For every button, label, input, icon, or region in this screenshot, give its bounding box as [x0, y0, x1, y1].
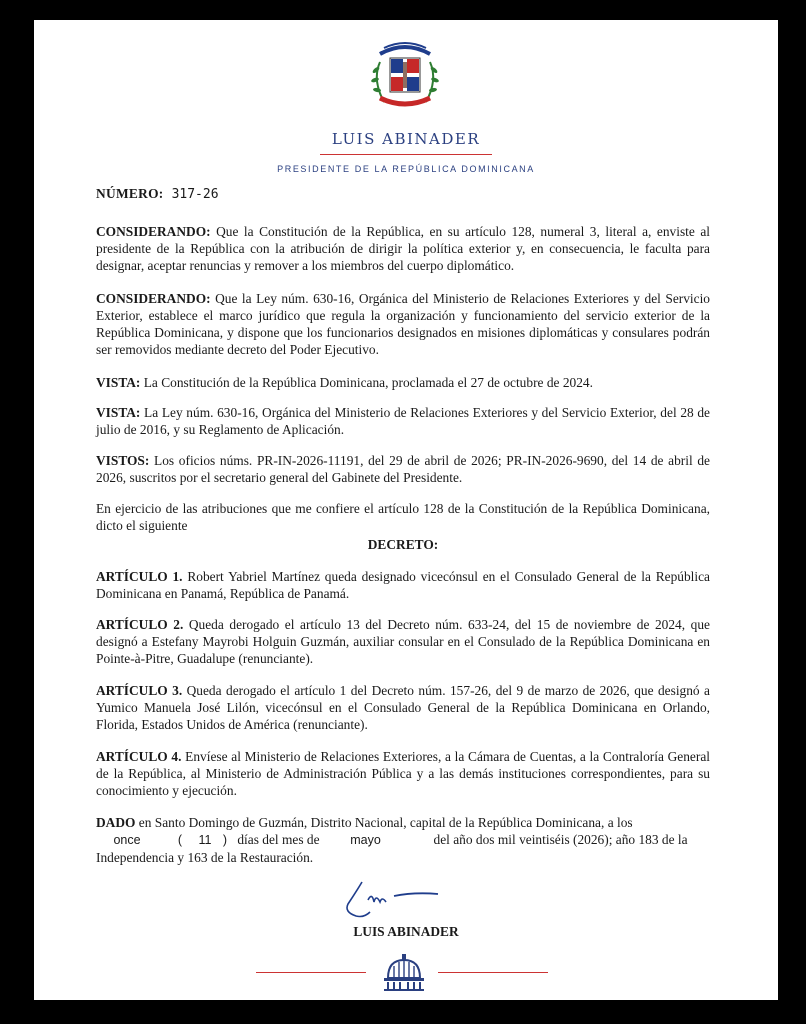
footer-divider-right	[438, 972, 548, 973]
articulo-3-text: Queda derogado el artículo 1 del Decreto núm. 157-26, del 9 de marzo de 2026, que designó a Yumico Manuela José Lilón, vicecónsul en el Consulado General de la República Dominicana en Orlando, Florida, Estados Unidos de América (renunciante).	[96, 683, 711, 732]
dado-text-3: del año dos mil veintiséis (2026); año 183 de la Independencia y 163 de la Restauración.	[96, 832, 688, 865]
articulo-4	[96, 748, 710, 799]
considerando-2	[96, 290, 710, 358]
considerando-2-label: CONSIDERANDO:	[96, 291, 211, 306]
decree-number	[96, 186, 219, 202]
vista-2-text: La Ley núm. 630-16, Orgánica del Ministerio de Relaciones Exteriores y del Servicio Exterior, del 28 de julio de 2016, y su Reglamento de Aplicación.	[96, 405, 710, 437]
articulo-1-text: Robert Yabriel Martínez queda designado vicecónsul en el Consulado General de la República Dominicana en Panamá, República de Panamá.	[96, 569, 710, 601]
decree-number-label: NÚMERO:	[96, 186, 164, 201]
articulo-4-text: Envíese al Ministerio de Relaciones Exteriores, a la Cámara de Cuentas, a la Contraloría General de la República, al Ministerio de Administración Pública y a las demás instituciones correspondientes, para su conocimiento y ejecución.	[96, 749, 710, 798]
articulo-2-label: ARTÍCULO 2.	[96, 617, 184, 632]
dominican-coat-of-arms-icon	[366, 40, 444, 112]
president-title: PRESIDENTE DE LA REPÚBLICA DOMINICANA	[277, 164, 535, 174]
header-divider	[320, 154, 492, 155]
articulo-4-label: ARTÍCULO 4.	[96, 749, 182, 764]
dado-line-1	[96, 814, 710, 831]
dado-paragraph	[96, 814, 710, 866]
dado-text-2: días del mes de	[234, 832, 320, 847]
dado-line-2	[96, 831, 710, 866]
handwritten-signature-icon	[334, 878, 454, 928]
decree-page	[34, 20, 778, 1000]
vista-1	[96, 374, 710, 391]
vistos-label: VISTOS:	[96, 453, 150, 468]
day-word: once	[113, 833, 141, 847]
vista-2	[96, 404, 710, 438]
decree-number-value: 317-26	[171, 187, 219, 202]
dado-text-1: en Santo Domingo de Guzmán, Distrito Nacional, capital de la República Dominicana, a los	[135, 815, 633, 830]
considerando-1-text: Que la Constitución de la República, en su artículo 128, numeral 3, literal a, enviste al presidente de la República con la atribución de dirigir la política exterior y, en consecuencia, le faculta para designar, aceptar renuncias y remover a los miembros del cuerpo diplomático.	[96, 224, 710, 273]
vista-1-label: VISTA:	[96, 375, 141, 390]
month: mayo	[350, 833, 381, 847]
vista-2-label: VISTA:	[96, 405, 141, 420]
signature-name: LUIS ABINADER	[353, 924, 459, 939]
vistos	[96, 452, 710, 486]
ejercicio-paragraph: En ejercicio de las atribuciones que me confiere el artículo 128 de la Constitución de la República Dominicana, dicto el siguiente	[96, 501, 710, 533]
vista-1-text: La Constitución de la República Dominicana, proclamada el 27 de octubre de 2024.	[140, 375, 593, 390]
articulo-2	[96, 616, 710, 667]
decreto-heading: DECRETO:	[367, 537, 439, 552]
dado-label: DADO	[96, 815, 136, 830]
day-number: 11	[198, 833, 212, 847]
palacio-dome-icon	[382, 952, 426, 992]
articulo-2-text: Queda derogado el artículo 13 del Decreto núm. 633-24, del 15 de noviembre de 2024, que designó a Estefany Mayrobi Holguin Guzmán, auxiliar consular en el Consulado de la República Dominicana en Pointe-à-Pitre, Guadalupe (renunciante).	[96, 617, 710, 666]
vistos-text: Los oficios núms. PR-IN-2026-11191, del 29 de abril de 2026; PR-IN-2026-9690, del 14 de abril de 2026, suscritos por el secretario general del Gabinete del Presidente.	[96, 453, 710, 485]
footer-divider-left	[256, 972, 366, 973]
paren-open: (	[177, 833, 183, 847]
considerando-1	[96, 223, 710, 274]
considerando-2-text: Que la Ley núm. 630-16, Orgánica del Ministerio de Relaciones Exteriores y del Servicio Exterior, establece el marco jurídico que regula la organización y funcionamiento del servicio exterior de la República Dominicana, y dispone que los funcionarios designados en misiones diplomáticas y consulares podrán ser removidos mediante decreto del Poder Ejecutivo.	[96, 291, 710, 357]
articulo-3	[96, 682, 710, 733]
president-name-heading: LUIS ABINADER	[331, 130, 481, 148]
articulo-3-label: ARTÍCULO 3.	[96, 683, 183, 698]
considerando-1-label: CONSIDERANDO:	[96, 224, 211, 239]
articulo-1-label: ARTÍCULO 1.	[96, 569, 183, 584]
paren-close: )	[222, 833, 228, 847]
articulo-1	[96, 568, 710, 602]
